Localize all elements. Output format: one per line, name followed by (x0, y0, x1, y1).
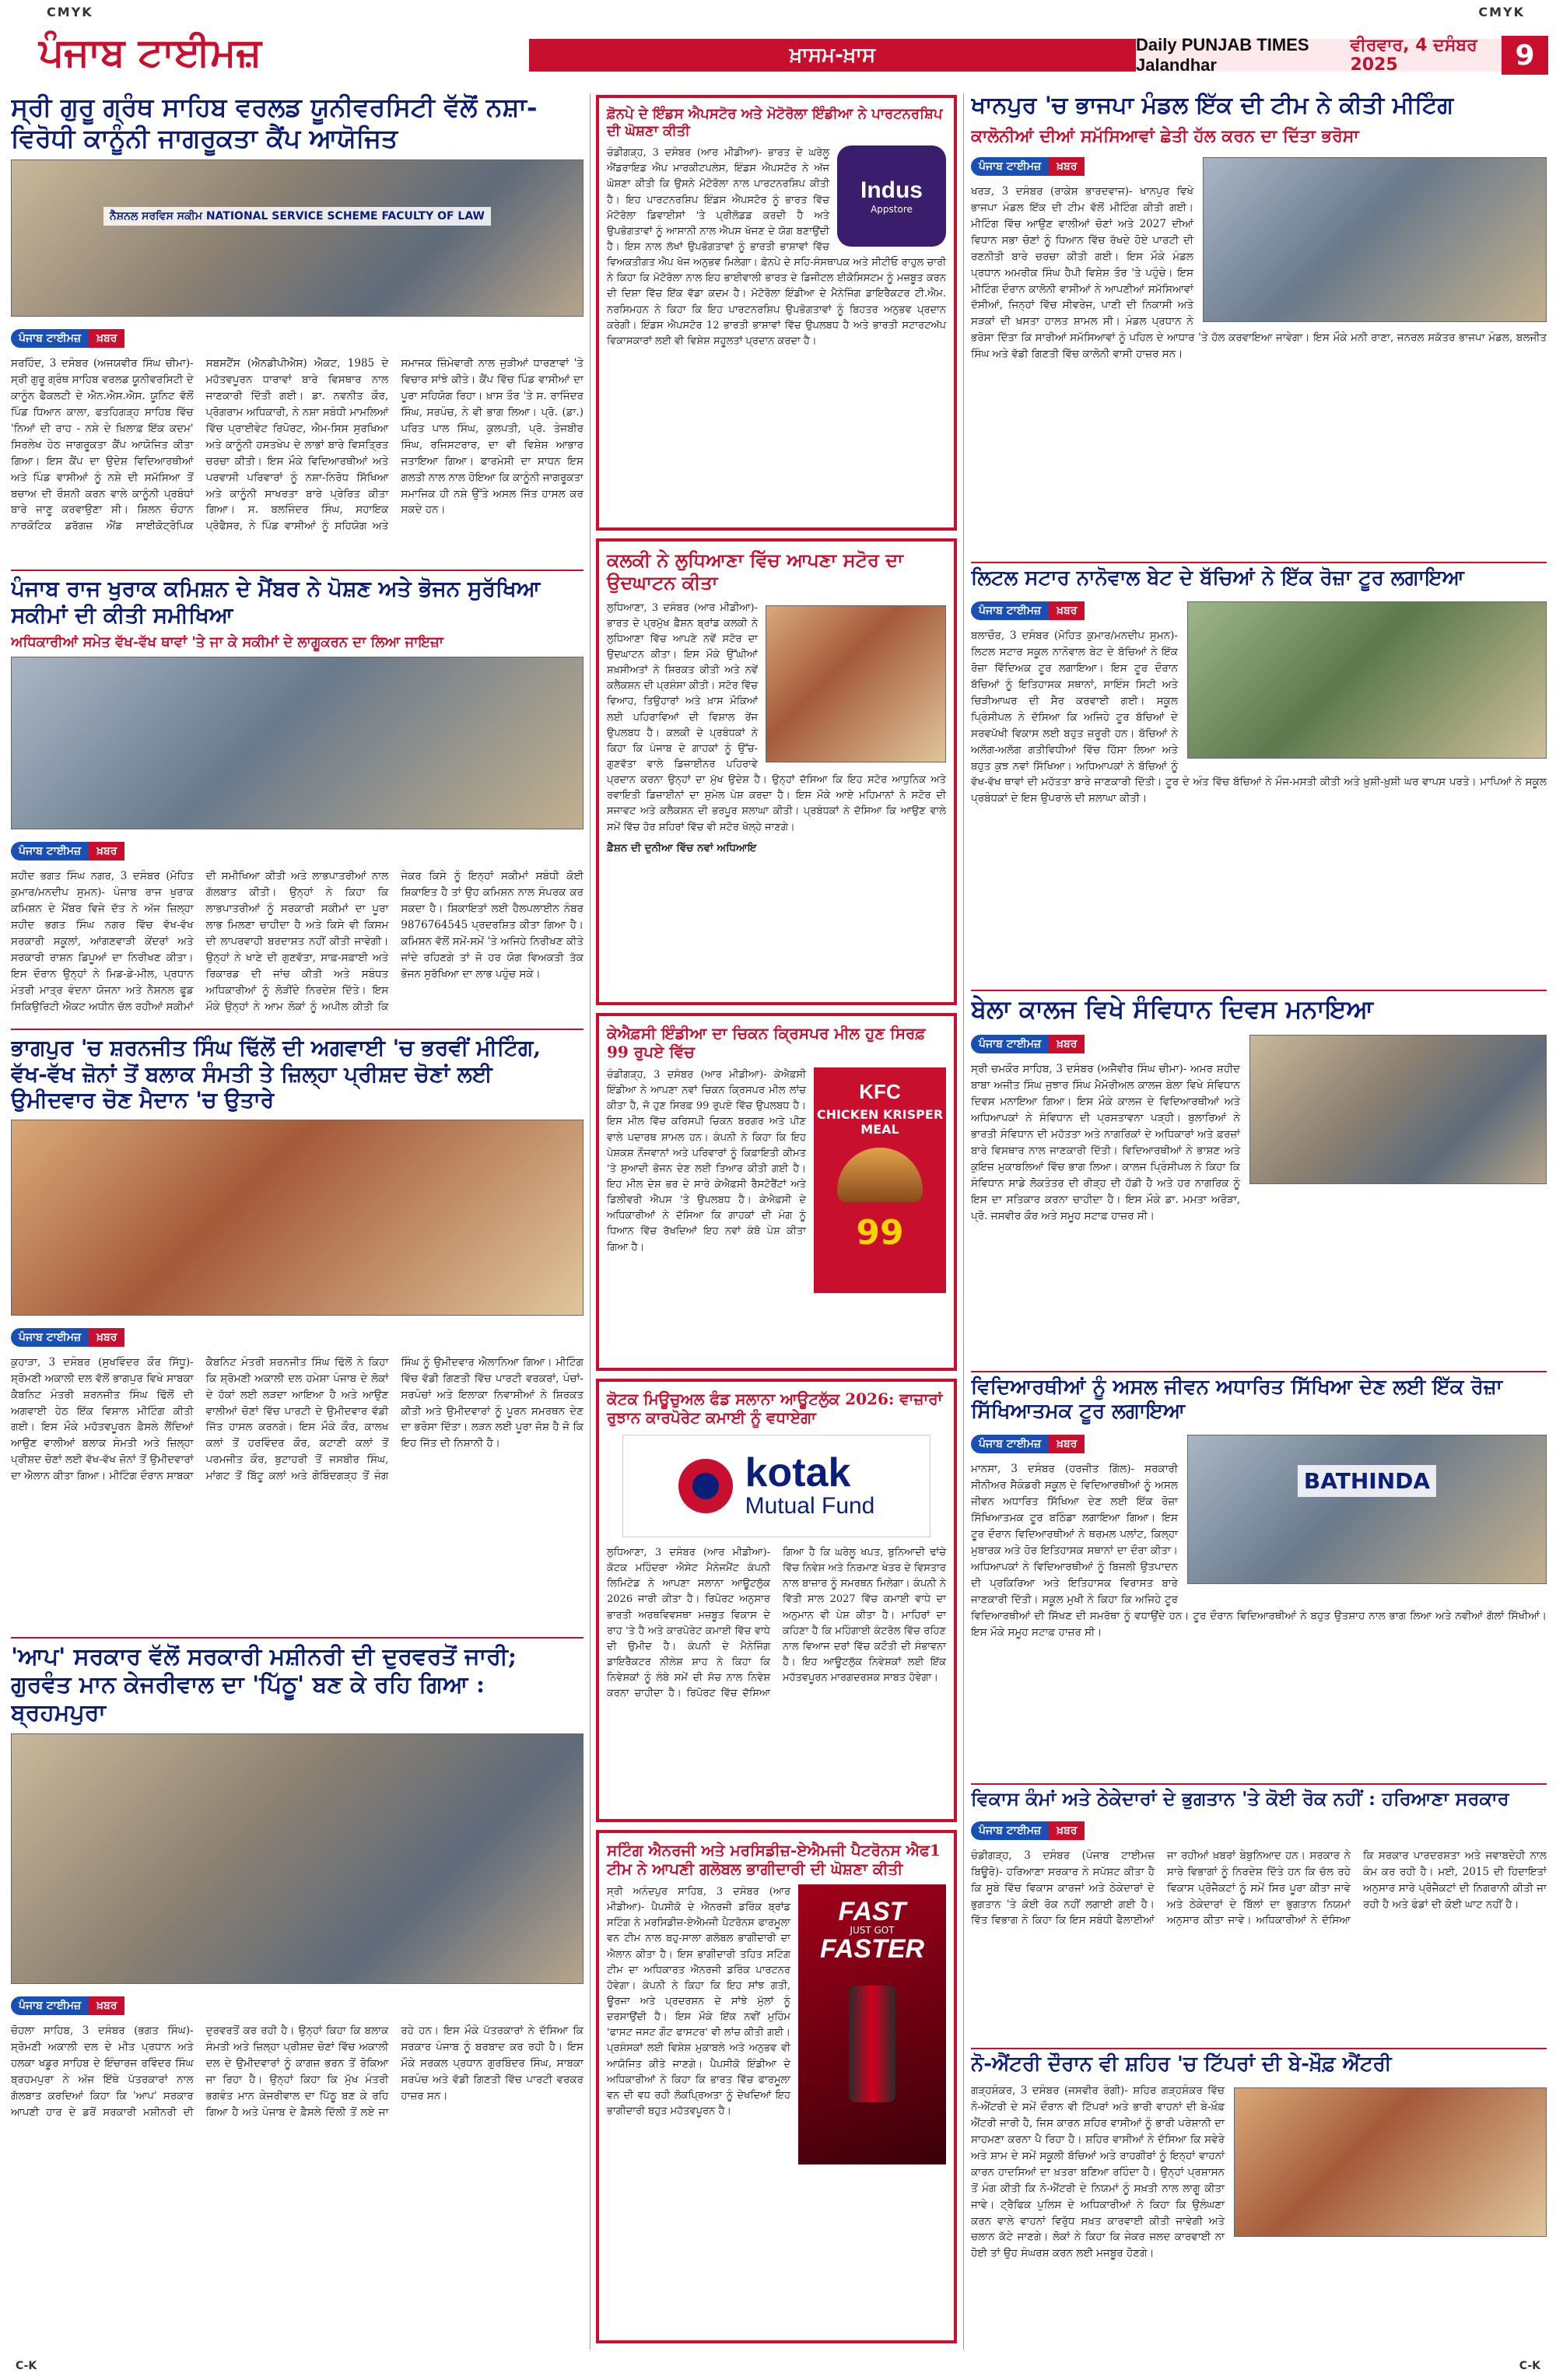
article-13-body: ਮਾਨਸਾ, 3 ਦਸੰਬਰ (ਹਰਜੀਤ ਗਿੱਲ)- ਸਰਕਾਰੀ ਸੀਨੀਅਰ ਸੈਕੰਡਰੀ ਸਕੂਲ ਦੇ ਵਿਦਿਆਰਥੀਆਂ ਨੂੰ ਅਸਲ ਜੀਵਨ ਅਧਾਰਿਤ ਸਿੱਖਿਆ ਦੇਣ ਲਈ ਇੱਕ ਰੋਜ਼ਾ ਸਿੱਖਿਆਤਮਕ ਟੂਰ ਬਠਿੰਡਾ ਲਗਾਇਆ ਗਿਆ। ਇਸ ਟੂਰ ਦੌਰਾਨ ਵਿਦਿਆਰਥੀਆਂ ਨੇ ਥਰਮਲ ਪਲਾਂਟ, ਕਿਲ੍ਹਾ ਮੁਬਾਰਕ ਅਤੇ ਹੋਰ ਇਤਿਹਾਸਕ ਸਥਾਨਾਂ ਦਾ ਦੌਰਾ ਕੀਤਾ। ਅਧਿਆਪਕਾਂ ਨੇ ਵਿਦਿਆਰਥੀਆਂ ਨੂੰ ਬਿਜਲੀ ਉਤਪਾਦਨ ਦੀ ਪ੍ਰਕਿਰਿਆ ਅਤੇ ਇਤਿਹਾਸਕ ਵਿਰਾਸਤ ਬਾਰੇ ਜਾਣਕਾਰੀ ਦਿੱਤੀ। ਸਕੂਲ ਮੁਖੀ ਨੇ ਕਿਹਾ ਕਿ ਅਜਿਹੇ ਟੂਰ ਵਿਦਿਆਰਥੀਆਂ ਦੀ ਸਿੱਖਣ ਦੀ ਸਮਰੱਥਾ ਨੂੰ ਵਧਾਉਂਦੇ ਹਨ। ਟੂਰ ਦੌਰਾਨ ਵਿਦਿਆਰਥੀਆਂ ਨੇ ਬਹੁਤ ਉਤਸ਼ਾਹ ਨਾਲ ਭਾਗ ਲਿਆ ਅਤੇ ਨਵੀਆਂ ਗੱਲਾਂ ਸਿੱਖੀਆਂ। ਇਸ ਮੌਕੇ ਸਮੂਹ ਸਟਾਫ਼ ਹਾਜ਼ਰ ਸੀ। (971, 1463, 1547, 1639)
section-band: ਖ਼ਾਸਮ-ਖ਼ਾਸ (529, 39, 1136, 72)
indus-logo-text: Indus (860, 177, 923, 204)
photo-banner: ਨੈਸ਼ਨਲ ਸਰਵਿਸ ਸਕੀਮ NATIONAL SERVICE SCHEME FACULTY OF LAW (103, 207, 491, 226)
article-9-body: ਸ੍ਰੀ ਅਨੰਦਪੁਰ ਸਾਹਿਬ, 3 ਦਸੰਬਰ (ਆਰ ਮੀਡੀਆ)- ਪੈਪਸੀਕੋ ਦੇ ਐਨਰਜੀ ਡਰਿੰਕ ਬ੍ਰਾਂਡ ਸਟਿੰਗ ਨੇ ਮਰਸਿਡੀਜ਼-ਏਐਮਜੀ ਪੈਟਰੋਨਸ ਫਾਰਮੂਲਾ ਵਨ ਟੀਮ ਨਾਲ ਬਹੁ-ਸਾਲਾ ਗਲੋਬਲ ਭਾਗੀਦਾਰੀ ਦਾ ਐਲਾਨ ਕੀਤਾ ਹੈ। ਇਸ ਭਾਗੀਦਾਰੀ ਤਹਿਤ ਸਟਿੰਗ ਟੀਮ ਦਾ ਅਧਿਕਾਰਤ ਐਨਰਜੀ ਡਰਿੰਕ ਪਾਰਟਨਰ ਹੋਵੇਗਾ। ਕੰਪਨੀ ਨੇ ਕਿਹਾ ਕਿ ਇਹ ਸਾਂਝ ਗਤੀ, ਊਰਜਾ ਅਤੇ ਪ੍ਰਦਰਸ਼ਨ ਦੇ ਸਾਂਝੇ ਮੁੱਲਾਂ ਨੂੰ ਦਰਸਾਉਂਦੀ ਹੈ। ਇਸ ਮੌਕੇ ਇੱਕ ਨਵੀਂ ਮੁਹਿੰਮ 'ਫਾਸਟ ਜਸਟ ਗੌਟ ਫਾਸਟਰ' ਵੀ ਲਾਂਚ ਕੀਤੀ ਗਈ। ਪ੍ਰਸ਼ੰਸਕਾਂ ਲਈ ਵਿਸ਼ੇਸ਼ ਮੁਕਾਬਲੇ ਅਤੇ ਅਨੁਭਵ ਵੀ ਆਯੋਜਿਤ ਕੀਤੇ ਜਾਣਗੇ। ਪੈਪਸੀਕੋ ਇੰਡੀਆ ਦੇ ਅਧਿਕਾਰੀਆਂ ਨੇ ਕਿਹਾ ਕਿ ਭਾਰਤ ਵਿੱਚ ਫਾਰਮੂਲਾ ਵਨ ਦੀ ਵਧ ਰਹੀ ਲੋਕਪ੍ਰਿਅਤਾ ਨੂੰ ਦੇਖਦਿਆਂ ਇਹ ਭਾਗੀਦਾਰੀ ਬਹੁਤ ਮਹੱਤਵਪੂਰਨ ਹੈ। (607, 1886, 790, 2117)
kotak-logo-text: kotak (745, 1450, 851, 1495)
article-3-byline (11, 1327, 124, 1348)
article-11-photo (1187, 601, 1547, 759)
article-7-headline: ਕੇਐਫ਼ਸੀ ਇੰਡੀਆ ਦਾ ਚਿਕਨ ਕ੍ਰਿਸਪਰ ਮੀਲ ਹੁਣ ਸਿਰਫ਼ 99 ਰੁਪਏ ਵਿੱਚ (607, 1024, 926, 1061)
page-number: 9 (1502, 36, 1548, 75)
article-2-byline (11, 840, 124, 862)
article-2-subhead: ਅਧਿਕਾਰੀਆਂ ਸਮੇਤ ਵੱਖ-ਵੱਖ ਥਾਵਾਂ 'ਤੇ ਜਾ ਕੇ ਸਕੀਮਾਂ ਦੇ ਲਾਗੂਕਰਨ ਦਾ ਲਿਆ ਜਾਇਜ਼ਾ (11, 634, 443, 651)
section-rule (11, 570, 584, 571)
kotak-logo-sub: Mutual Fund (745, 1493, 875, 1519)
section-rule (971, 562, 1547, 563)
article-1-body: ਸਰਹਿੰਦ, 3 ਦਸੰਬਰ (ਅਜਯਵੀਰ ਸਿੰਘ ਚੀਮਾ)- ਸ੍ਰੀ ਗੁਰੂ ਗ੍ਰੰਥ ਸਾਹਿਬ ਵਰਲਡ ਯੂਨੀਵਰਸਿਟੀ ਦੇ ਕਾਨੂੰਨ ਫੈਕਲਟੀ ਦੇ ਐਨ.ਐਸ.ਐਸ. ਯੂਨਿਟ ਵੱਲੋਂ ਪਿੰਡ ਧਿਆਨ ਕਾਲਾ, ਫਤਹਿਗੜ੍ਹ ਸਾਹਿਬ ਵਿੱਚ 'ਨਿਆਂ ਦੀ ਰਾਹ - ਨਸ਼ੇ ਦੇ ਖ਼ਿਲਾਫ਼ ਇੱਕ ਕਦਮ' ਸਿਰਲੇਖ ਹੇਠ ਜਾਗਰੂਕਤਾ ਕੈਂਪ ਆਯੋਜਿਤ ਕੀਤਾ ਗਿਆ। ਇਸ ਕੈਂਪ ਦਾ ਉਦੇਸ਼ ਵਿਦਿਆਰਥੀਆਂ ਅਤੇ ਪਿੰਡ ਵਾਸੀਆਂ ਨੂੰ ਨਸ਼ੇ ਦੀ ਸਮੱਸਿਆ ਤੋਂ ਬਚਾਅ ਦੀ ਰੌਸ਼ਨੀ ਕਰਨ ਵਾਲੇ ਕਾਨੂੰਨੀ ਪ੍ਰਬੰਧਾਂ ਬਾਰੇ ਜਾਣੂ ਕਰਵਾਉਣਾ ਸੀ। ਸ਼ਿਲਨ ਚੌਹਾਨ ਨਾਰਕੋਟਿਕ ਡਰੱਗਜ਼ ਐਂਡ ਸਾਈਕੋਟ੍ਰੋਪਿਕ ਸਬਸਟੈਂਸ (ਐਨਡੀਪੀਐਸ) ਐਕਟ, 1985 ਦੇ ਮਹੱਤਵਪੂਰਨ ਧਾਰਾਵਾਂ ਬਾਰੇ ਵਿਸਥਾਰ ਨਾਲ ਜਾਣਕਾਰੀ ਦਿੱਤੀ ਗਈ। ਡਾ. ਨਵਨੀਤ ਕੌਰ, ਪ੍ਰੋਗਰਾਮ ਅਧਿਕਾਰੀ, ਨੇ ਨਸ਼ਾ ਸਬੰਧੀ ਮਾਮਲਿਆਂ ਵਿੱਚ ਪ੍ਰਾਈਵੇਟ ਰਿਪੋਰਟ, ਐਮ-ਸਿਸ ਸੁਰਖਿਆ ਅਤੇ ਕਾਨੂੰਨੀ ਹਸਤਖੇਪ ਦੇ ਲਾਭਾਂ ਬਾਰੇ ਵਿਸਤ੍ਰਿਤ ਚਰਚਾ ਕੀਤੀ। ਇਸ ਮੌਕੇ ਵਿਦਿਆਰਥੀਆਂ ਅਤੇ ਪਰਵਾਸੀ ਪਰਿਵਾਰਾਂ ਨੂੰ ਨਸ਼ਾ-ਨਿਰੋਧ ਸਿੱਖਿਆ ਅਤੇ ਕਾਨੂੰਨੀ ਸਾਖਰਤਾ ਬਾਰੇ ਪ੍ਰੇਰਿਤ ਕੀਤਾ ਗਿਆ। ਸ. ਬਲਜਿੰਦਰ ਸਿੰਘ, ਸਹਾਇਕ ਪ੍ਰੋਫੈਸਰ, ਨੇ ਪਿੰਡ ਵਾਸੀਆਂ ਨੂੰ ਸਹਿਯੋਗ ਅਤੇ ਸਮਾਜਕ ਜ਼ਿੰਮੇਵਾਰੀ ਨਾਲ ਜੁੜੀਆਂ ਧਾਰਣਾਵਾਂ 'ਤੇ ਵਿਚਾਰ ਸਾਂਝੇ ਕੀਤੇ। ਕੈਂਪ ਵਿੱਚ ਪਿੰਡ ਵਾਸੀਆਂ ਦਾ ਪੂਰਾ ਸਹਿਯੋਗ ਰਿਹਾ। ਖ਼ਾਸ ਤੌਰ 'ਤੇ ਸ. ਰਾਜਿੰਦਰ ਸਿੰਘ, ਸਰਪੰਚ, ਨੇ ਵੀ ਭਾਗ ਲਿਆ। ਪ੍ਰੋ. (ਡਾ.) ਪਰਿਤ ਪਾਲ ਸਿੰਘ, ਕੁਲਪਤੀ, ਪ੍ਰੋ. ਤੇਜਬੀਰ ਸਿੰਘ, ਰਜਿਸਟਰਾਰ, ਦਾ ਵੀ ਵਿਸ਼ੇਸ਼ ਆਭਾਰ ਜਤਾਇਆ ਗਿਆ। ਫਾਰਮੇਸੀ ਦਾ ਸਾਧਨ ਇਸ ਗਲਤੀ ਨਾਲ ਨਾਲ ਹੋਇਆ ਕਿ ਕਾਨੂੰਨੀ ਜਾਗਰੂਕਤਾ ਸਮਾਜਿਕ ਹੀ ਨਸ਼ੇ ਉੱਤੇ ਅਸਲ ਜਿੱਤ ਹਾਸਲ ਕਰ ਸਕਦੇ ਹਨ। (11, 357, 584, 533)
article-15-headline: ਨੋ-ਐਂਟਰੀ ਦੌਰਾਨ ਵੀ ਸ਼ਹਿਰ 'ਚ ਟਿੱਪਰਾਂ ਦੀ ਬੇ-ਖ਼ੌਫ਼ ਐਂਟਰੀ (971, 2052, 1392, 2076)
photo-banner: BATHINDA (1298, 1465, 1436, 1497)
article-3-headline: ਭਾਗਪੁਰ 'ਚ ਸ਼ਰਨਜੀਤ ਸਿੰਘ ਢਿੱਲੋਂ ਦੀ ਅਗਵਾਈ 'ਚ ਭਰਵੀਂ ਮੀਟਿੰਗ, ਵੱਖ-ਵੱਖ ਜ਼ੋਨਾਂ ਤੋਂ ਬਲਾਕ ਸੰਮਤੀ ਤੇ ਜ਼ਿਲ੍ਹਾ ਪ੍ਰੀਸ਼ਦ ਚੋਣਾਂ ਲਈ ਉਮੀਦਵਾਰ ਚੋਣ ਮੈਦਾਨ 'ਚ ਉਤਾਰੇ (11, 1035, 541, 1113)
indus-appstore-logo (837, 145, 946, 247)
article-10-body: ਖਰੜ, 3 ਦਸੰਬਰ (ਰਾਕੇਸ਼ ਭਾਰਦਵਾਜ)- ਖਾਨਪੁਰ ਵਿਖੇ ਭਾਜਪਾ ਮੰਡਲ ਇੱਕ ਦੀ ਟੀਮ ਵੱਲੋਂ ਮੀਟਿੰਗ ਕੀਤੀ ਗਈ। ਮੀਟਿੰਗ ਵਿੱਚ ਆਉਣ ਵਾਲੀਆਂ ਚੋਣਾਂ ਅਤੇ 2027 ਦੀਆਂ ਵਿਧਾਨ ਸਭਾ ਚੋਣਾਂ ਨੂੰ ਧਿਆਨ ਵਿੱਚ ਰੱਖਦੇ ਹੋਏ ਪਾਰਟੀ ਦੀ ਰਣਨੀਤੀ ਬਾਰੇ ਚਰਚਾ ਕੀਤੀ ਗਈ। ਇਸ ਮੌਕੇ ਮੰਡਲ ਪ੍ਰਧਾਨ ਅਮਰੀਕ ਸਿੰਘ ਹੈਪੀ ਵਿਸ਼ੇਸ਼ ਤੌਰ 'ਤੇ ਪਹੁੰਚੇ। ਇਸ ਮੀਟਿੰਗ ਦੌਰਾਨ ਕਾਲੋਨੀ ਵਾਸੀਆਂ ਨੇ ਆਪਣੀਆਂ ਸਮੱਸਿਆਵਾਂ ਦੱਸੀਆਂ, ਜਿਨ੍ਹਾਂ ਵਿੱਚ ਸੀਵਰੇਜ, ਪਾਣੀ ਦੀ ਨਿਕਾਸੀ ਅਤੇ ਸੜਕਾਂ ਦੀ ਖ਼ਸਤਾ ਹਾਲਤ ਸ਼ਾਮਲ ਸੀ। ਮੰਡਲ ਪ੍ਰਧਾਨ ਨੇ ਭਰੋਸਾ ਦਿੱਤਾ ਕਿ ਸਾਰੀਆਂ ਸਮੱਸਿਆਵਾਂ ਨੂੰ ਪਹਿਲ ਦੇ ਆਧਾਰ 'ਤੇ ਹੱਲ ਕਰਵਾਇਆ ਜਾਵੇਗਾ। ਇਸ ਮੌਕੇ ਮਨੀ ਰਾਣਾ, ਜਨਰਲ ਸਕੱਤਰ ਭਾਜਪਾ ਮੰਡਲ, ਬਲਜੀਤ ਸਿੰਘ ਅਤੇ ਵੱਡੀ ਗਿਣਤੀ ਵਿੱਚ ਕਾਲੋਨੀ ਵਾਸੀ ਹਾਜ਼ਰ ਸਨ। (971, 185, 1547, 361)
byline-tag: ਖ਼ਬਰ (89, 1328, 124, 1347)
article-11 (971, 566, 1547, 987)
section-rule (11, 1637, 584, 1639)
byline-tag: ਖ਼ਬਰ (1049, 601, 1085, 620)
article-5-body: ਚੰਡੀਗੜ੍ਹ, 3 ਦਸੰਬਰ (ਆਰ ਮੀਡੀਆ)- ਭਾਰਤ ਦੇ ਘਰੇਲੂ ਐਂਡਰਾਇਡ ਐਪ ਮਾਰਕੀਟਪਲੇਸ, ਇੰਡਸ ਐਪਸਟੋਰ ਨੇ ਅੱਜ ਘੋਸ਼ਣਾ ਕੀਤੀ ਕਿ ਉਸਨੇ ਮੋਟੋਰੋਲਾ ਨਾਲ ਪਾਰਟਨਰਸ਼ਿਪ ਕੀਤੀ ਹੈ। ਇਹ ਪਾਰਟਨਰਸ਼ਿਪ ਇੰਡਸ ਐਪਸਟੋਰ ਨੂੰ ਭਾਰਤ ਵਿੱਚ ਮੋਟੋਰੋਲਾ ਡਿਵਾਈਸਾਂ 'ਤੇ ਪ੍ਰੀਲੋਡਡ ਕਰਦੀ ਹੈ ਅਤੇ ਉਪਭੋਗਤਾਵਾਂ ਨੂੰ ਆਸਾਨੀ ਨਾਲ ਐਪਸ ਖੋਜਣ ਦੇ ਯੋਗ ਬਣਾਉਂਦੀ ਹੈ। ਇਸ ਨਾਲ ਲੱਖਾਂ ਉਪਭੋਗਤਾਵਾਂ ਨੂੰ ਭਾਰਤੀ ਭਾਸ਼ਾਵਾਂ ਵਿੱਚ ਵਿਅਕਤੀਗਤ ਐਪ ਖੋਜ ਅਨੁਭਵ ਮਿਲੇਗਾ। ਫ਼ੋਨਪੇ ਦੇ ਸਹਿ-ਸੰਸਥਾਪਕ ਅਤੇ ਸੀਟੀਓ ਰਾਹੁਲ ਚਾਰੀ ਨੇ ਕਿਹਾ ਕਿ ਮੋਟੋਰੋਲਾ ਨਾਲ ਇਹ ਭਾਈਵਾਲੀ ਭਾਰਤ ਦੇ ਡਿਜੀਟਲ ਈਕੋਸਿਸਟਮ ਨੂੰ ਮਜ਼ਬੂਤ ਕਰਨ ਦੀ ਦਿਸ਼ਾ ਵਿੱਚ ਇੱਕ ਵੱਡਾ ਕਦਮ ਹੈ। ਮੋਟੋਰੋਲਾ ਇੰਡੀਆ ਦੇ ਮੈਨੇਜਿੰਗ ਡਾਇਰੈਕਟਰ ਟੀ.ਐਮ. ਨਰਸਿਮਹਨ ਨੇ ਕਿਹਾ ਕਿ ਇਹ ਪਾਰਟਨਰਸ਼ਿਪ ਉਪਭੋਗਤਾਵਾਂ ਨੂੰ ਬਿਹਤਰ ਅਨੁਭਵ ਪ੍ਰਦਾਨ ਕਰੇਗੀ। ਇੰਡਸ ਐਪਸਟੋਰ 12 ਭਾਰਤੀ ਭਾਸ਼ਾਵਾਂ ਵਿੱਚ ਉਪਲਬਧ ਹੈ ਅਤੇ ਭਾਰਤੀ ਸਟਾਰਟਅੱਪ ਵਿਕਾਸਕਾਰਾਂ ਲਈ ਵੀ ਵਿਸ਼ੇਸ਼ ਸਹੂਲਤਾਂ ਪ੍ਰਦਾਨ ਕਰਦਾ ਹੈ। (607, 147, 946, 347)
byline-tag: ਖ਼ਬਰ (1049, 157, 1085, 176)
article-3 (11, 1035, 584, 1634)
byline-source: ਪੰਜਾਬ ਟਾਈਮਜ਼ (971, 1435, 1049, 1453)
byline-source: ਪੰਜਾਬ ਟਾਈਮਜ਼ (11, 842, 89, 861)
kfc-ad (814, 1067, 946, 1293)
article-15-body: ਗੜ੍ਹਸ਼ੰਕਰ, 3 ਦਸੰਬਰ (ਜਸਵੀਰ ਰੰਗੀ)- ਸ਼ਹਿਰ ਗੜ੍ਹਸ਼ੰਕਰ ਵਿੱਚ ਨੋ-ਐਂਟਰੀ ਦੇ ਸਮੇਂ ਦੌਰਾਨ ਵੀ ਟਿੱਪਰਾਂ ਅਤੇ ਭਾਰੀ ਵਾਹਨਾਂ ਦੀ ਬੇ-ਖ਼ੌਫ਼ ਐਂਟਰੀ ਜਾਰੀ ਹੈ, ਜਿਸ ਕਾਰਨ ਸ਼ਹਿਰ ਵਾਸੀਆਂ ਨੂੰ ਭਾਰੀ ਪਰੇਸ਼ਾਨੀ ਦਾ ਸਾਹਮਣਾ ਕਰਨਾ ਪੈ ਰਿਹਾ ਹੈ। ਸ਼ਹਿਰ ਵਾਸੀਆਂ ਨੇ ਦੱਸਿਆ ਕਿ ਸਵੇਰੇ ਅਤੇ ਸ਼ਾਮ ਦੇ ਸਮੇਂ ਸਕੂਲੀ ਬੱਚਿਆਂ ਅਤੇ ਰਾਹਗੀਰਾਂ ਨੂੰ ਇਨ੍ਹਾਂ ਵਾਹਨਾਂ ਕਾਰਨ ਹਾਦਸਿਆਂ ਦਾ ਖ਼ਤਰਾ ਬਣਿਆ ਰਹਿੰਦਾ ਹੈ। ਉਨ੍ਹਾਂ ਪ੍ਰਸ਼ਾਸਨ ਤੋਂ ਮੰਗ ਕੀਤੀ ਕਿ ਨੋ-ਐਂਟਰੀ ਦੇ ਨਿਯਮਾਂ ਨੂੰ ਸਖ਼ਤੀ ਨਾਲ ਲਾਗੂ ਕੀਤਾ ਜਾਵੇ। ਟ੍ਰੈਫਿਕ ਪੁਲਿਸ ਦੇ ਅਧਿਕਾਰੀਆਂ ਨੇ ਕਿਹਾ ਕਿ ਉਲੰਘਣਾ ਕਰਨ ਵਾਲੇ ਵਾਹਨਾਂ ਵਿਰੁੱਧ ਸਖ਼ਤ ਕਾਰਵਾਈ ਕੀਤੀ ਜਾਵੇਗੀ ਅਤੇ ਚਲਾਨ ਕੱਟੇ ਜਾਣਗੇ। ਲੋਕਾਂ ਨੇ ਕਿਹਾ ਕਿ ਜੇਕਰ ਜਲਦ ਕਾਰਵਾਈ ਨਾ ਹੋਈ ਤਾਂ ਉਹ ਸੰਘਰਸ਼ ਕਰਨ ਲਈ ਮਜਬੂਰ ਹੋਣਗੇ। (971, 2084, 1225, 2260)
article-5 (596, 95, 957, 531)
article-12-headline: ਬੇਲਾ ਕਾਲਜ ਵਿਖੇ ਸੰਵਿਧਾਨ ਦਿਵਸ ਮਨਾਇਆ (971, 994, 1374, 1024)
byline-tag: ਖ਼ਬਰ (89, 329, 124, 348)
article-9-headline: ਸਟਿੰਗ ਐਨਰਜੀ ਅਤੇ ਮਰਸਿਡੀਜ਼-ਏਐਮਜੀ ਪੈਟਰੋਨਸ ਐਫ1 ਟੀਮ ਨੇ ਆਪਣੀ ਗਲੋਬਲ ਭਾਗੀਦਾਰੀ ਦੀ ਘੋਸ਼ਣਾ ਕੀਤੀ (607, 1841, 941, 1878)
article-1-photo (11, 159, 584, 317)
article-1-byline (11, 328, 124, 349)
energy-can-icon (849, 1986, 895, 2102)
article-6-caption: ਫ਼ੈਸ਼ਨ ਦੀ ਦੁਨੀਆ ਵਿੱਚ ਨਵਾਂ ਅਧਿਆਇ (607, 841, 757, 854)
section-rule (971, 2048, 1547, 2049)
article-14 (971, 1788, 1547, 2045)
article-2-headline: ਪੰਜਾਬ ਰਾਜ ਖੁਰਾਕ ਕਮਿਸ਼ਨ ਦੇ ਮੈਂਬਰ ਨੇ ਪੋਸ਼ਣ ਅਤੇ ਭੋਜਨ ਸੁਰੱਖਿਆ ਸਕੀਮਾਂ ਦੀ ਕੀਤੀ ਸਮੀਖਿਆ (11, 576, 541, 628)
byline-source: ਪੰਜਾਬ ਟਾਈਮਜ਼ (11, 1996, 89, 2015)
article-13-photo (1187, 1435, 1547, 1584)
article-9 (596, 1830, 957, 2343)
byline-tag: ਖ਼ਬਰ (1049, 1435, 1085, 1453)
article-12-byline (971, 1033, 1085, 1055)
kotak-mutual-fund-logo (622, 1435, 930, 1537)
byline-source: ਪੰਜਾਬ ਟਾਈਮਜ਼ (11, 1328, 89, 1347)
article-4-headline: 'ਆਪ' ਸਰਕਾਰ ਵੱਲੋਂ ਸਰਕਾਰੀ ਮਸ਼ੀਨਰੀ ਦੀ ਦੁਰਵਰਤੋਂ ਜਾਰੀ; ਗੁਰਵੰਤ ਮਾਨ ਕੇਜਰੀਵਾਲ ਦਾ 'ਪਿੱਠੂ' ਬਣ ਕੇ ਰਹਿ ਗਿਆ : ਬ੍ਰਹਮਪੁਰਾ (11, 1643, 517, 1726)
brand-name: Daily PUNJAB TIMES Jalandhar (1136, 35, 1309, 75)
sting-ad-line3: FASTER (819, 1934, 925, 1964)
section-rule (971, 990, 1547, 991)
article-5-headline: ਫ਼ੋਨਪੇ ਦੇ ਇੰਡਸ ਐਪਸਟੋਰ ਅਤੇ ਮੋਟੋਰੋਲਾ ਇੰਡੀਆ ਨੇ ਪਾਰਟਨਰਸ਼ਿਪ ਦੀ ਘੋਸ਼ਣਾ ਕੀਤੀ (607, 106, 943, 139)
section-rule (971, 1371, 1547, 1372)
article-15-photo (1234, 2087, 1547, 2237)
kfc-brand: KFC (859, 1080, 901, 1103)
article-12 (971, 994, 1547, 1368)
sting-ad-line1: FAST (838, 1897, 906, 1926)
article-11-headline: ਲਿਟਲ ਸਟਾਰ ਨਾਨੋਵਾਲ ਬੇਟ ਦੇ ਬੱਚਿਆਂ ਨੇ ਇੱਕ ਰੋਜ਼ਾ ਟੂਰ ਲਗਾਇਆ (971, 566, 1464, 590)
article-6-body: ਲੁਧਿਆਣਾ, 3 ਦਸੰਬਰ (ਆਰ ਮੀਡੀਆ)- ਭਾਰਤ ਦੇ ਪ੍ਰਮੁੱਖ ਫ਼ੈਸ਼ਨ ਬ੍ਰਾਂਡ ਕਲਕੀ ਨੇ ਲੁਧਿਆਣਾ ਵਿੱਚ ਆਪਣੇ ਨਵੇਂ ਸਟੋਰ ਦਾ ਉਦਘਾਟਨ ਕੀਤਾ। ਇਸ ਮੌਕੇ ਉੱਘੀਆਂ ਸ਼ਖ਼ਸੀਅਤਾਂ ਨੇ ਸ਼ਿਰਕਤ ਕੀਤੀ ਅਤੇ ਨਵੇਂ ਕਲੈਕਸ਼ਨ ਦੀ ਪ੍ਰਸ਼ੰਸਾ ਕੀਤੀ। ਸਟੋਰ ਵਿੱਚ ਵਿਆਹ, ਤਿਉਹਾਰਾਂ ਅਤੇ ਖ਼ਾਸ ਮੌਕਿਆਂ ਲਈ ਪਹਿਰਾਵਿਆਂ ਦੀ ਵਿਸ਼ਾਲ ਰੇਂਜ ਉਪਲਬਧ ਹੈ। ਕਲਕੀ ਦੇ ਪ੍ਰਬੰਧਕਾਂ ਨੇ ਕਿਹਾ ਕਿ ਪੰਜਾਬ ਦੇ ਗਾਹਕਾਂ ਨੂੰ ਉੱਚ-ਗੁਣਵੱਤਾ ਵਾਲੇ ਡਿਜ਼ਾਈਨਰ ਪਹਿਰਾਵੇ ਪ੍ਰਦਾਨ ਕਰਨਾ ਉਨ੍ਹਾਂ ਦਾ ਮੁੱਖ ਉਦੇਸ਼ ਹੈ। ਉਨ੍ਹਾਂ ਦੱਸਿਆ ਕਿ ਇਹ ਸਟੋਰ ਆਧੁਨਿਕ ਅਤੇ ਰਵਾਇਤੀ ਡਿਜ਼ਾਈਨਾਂ ਦਾ ਸੁਮੇਲ ਪੇਸ਼ ਕਰਦਾ ਹੈ। ਇਸ ਮੌਕੇ ਆਏ ਮਹਿਮਾਨਾਂ ਨੇ ਸਟੋਰ ਦੀ ਸਜਾਵਟ ਅਤੇ ਕਲੈਕਸ਼ਨ ਦੀ ਭਰਪੂਰ ਸ਼ਲਾਘਾ ਕੀਤੀ। ਪ੍ਰਬੰਧਕਾਂ ਨੇ ਦੱਸਿਆ ਕਿ ਆਉਣ ਵਾਲੇ ਸਮੇਂ ਵਿੱਚ ਹੋਰ ਸ਼ਹਿਰਾਂ ਵਿੱਚ ਵੀ ਸਟੋਰ ਖੋਲ੍ਹੇ ਜਾਣਗੇ। (607, 601, 946, 833)
article-4 (11, 1643, 584, 2343)
sting-ad-line2: JUST GOT (850, 1925, 895, 1936)
section-rule (11, 1029, 584, 1030)
article-8-headline: ਕੋਟਕ ਮਿਊਚੁਅਲ ਫੰਡ ਸਲਾਨਾ ਆਊਟਲੁੱਕ 2026: ਵਾਜ਼ਾਰਾਂ ਰੁਝਾਨ ਕਾਰਪੋਰੇਟ ਕਮਾਈ ਨੂੰ ਵਧਾਏਗਾ (607, 1390, 943, 1427)
article-7 (596, 1013, 957, 1371)
column-divider (963, 93, 964, 2350)
article-8 (596, 1379, 957, 1822)
kfc-ad-title: CHICKEN KRISPER MEAL (816, 1107, 944, 1137)
byline-tag: ਖ਼ਬਰ (1049, 1821, 1085, 1840)
logo-text: ਪੰਜਾਬ ਟਾਈਮਜ਼ (39, 29, 262, 75)
article-6 (596, 538, 957, 1005)
article-14-body: ਚੰਡੀਗੜ੍ਹ, 3 ਦਸੰਬਰ (ਪੰਜਾਬ ਟਾਈਮਜ਼ ਬਿਊਰੋ)- ਹਰਿਆਣਾ ਸਰਕਾਰ ਨੇ ਸਪੱਸ਼ਟ ਕੀਤਾ ਹੈ ਕਿ ਸੂਬੇ ਵਿੱਚ ਵਿਕਾਸ ਕਾਰਜਾਂ ਅਤੇ ਠੇਕੇਦਾਰਾਂ ਦੇ ਭੁਗਤਾਨ 'ਤੇ ਕੋਈ ਰੋਕ ਨਹੀਂ ਲਗਾਈ ਗਈ ਹੈ। ਵਿੱਤ ਵਿਭਾਗ ਨੇ ਕਿਹਾ ਕਿ ਇਸ ਸਬੰਧੀ ਫੈਲਾਈਆਂ ਜਾ ਰਹੀਆਂ ਖ਼ਬਰਾਂ ਬੇਬੁਨਿਆਦ ਹਨ। ਸਰਕਾਰ ਨੇ ਸਾਰੇ ਵਿਭਾਗਾਂ ਨੂੰ ਨਿਰਦੇਸ਼ ਦਿੱਤੇ ਹਨ ਕਿ ਚੱਲ ਰਹੇ ਵਿਕਾਸ ਪ੍ਰੋਜੈਕਟਾਂ ਨੂੰ ਸਮੇਂ ਸਿਰ ਪੂਰਾ ਕੀਤਾ ਜਾਵੇ ਅਤੇ ਠੇਕੇਦਾਰਾਂ ਦੇ ਬਿੱਲਾਂ ਦਾ ਭੁਗਤਾਨ ਨਿਯਮਾਂ ਅਨੁਸਾਰ ਕੀਤਾ ਜਾਵੇ। ਅਧਿਕਾਰੀਆਂ ਨੇ ਦੱਸਿਆ ਕਿ ਸਰਕਾਰ ਪਾਰਦਰਸ਼ਤਾ ਅਤੇ ਜਵਾਬਦੇਹੀ ਨਾਲ ਕੰਮ ਕਰ ਰਹੀ ਹੈ। ਮਈ, 2015 ਦੀ ਹਿਦਾਇਤਾਂ ਅਨੁਸਾਰ ਸਾਰੇ ਪ੍ਰੋਜੈਕਟਾਂ ਦੀ ਨਿਗਰਾਨੀ ਕੀਤੀ ਜਾ ਰਹੀ ਹੈ ਅਤੇ ਫੰਡਾਂ ਦੀ ਕੋਈ ਘਾਟ ਨਹੀਂ ਹੈ। (971, 1849, 1547, 1927)
section-rule (971, 1783, 1547, 1785)
footer-right-mark: C-K (1519, 2360, 1540, 2372)
article-12-photo (1249, 1035, 1547, 1184)
article-1-headline: ਸ੍ਰੀ ਗੁਰੂ ਗ੍ਰੰਥ ਸਾਹਿਬ ਵਰਲਡ ਯੂਨੀਵਰਸਿਟੀ ਵੱਲੋਂ ਨਸ਼ਾ-ਵਿਰੋਧੀ ਕਾਨੂੰਨੀ ਜਾਗਰੂਕਤਾ ਕੈਂਪ ਆਯੋਜਿਤ (11, 92, 538, 153)
burger-icon (837, 1148, 923, 1202)
article-2-body: ਸ਼ਹੀਦ ਭਗਤ ਸਿੰਘ ਨਗਰ, 3 ਦਸੰਬਰ (ਮੋਹਿਤ ਕੁਮਾਰ/ਮਨਦੀਪ ਸੁਮਨ)- ਪੰਜਾਬ ਰਾਜ ਖੁਰਾਕ ਕਮਿਸ਼ਨ ਦੇ ਮੈਂਬਰ ਵਿਜੇ ਦੱਤ ਨੇ ਅੱਜ ਜ਼ਿਲ੍ਹਾ ਸ਼ਹੀਦ ਭਗਤ ਸਿੰਘ ਨਗਰ ਵਿੱਚ ਵੱਖ-ਵੱਖ ਸਰਕਾਰੀ ਸਕੂਲਾਂ, ਆਂਗਣਵਾੜੀ ਕੇਂਦਰਾਂ ਅਤੇ ਸਰਕਾਰੀ ਰਾਸ਼ਨ ਡਿਪੂਆਂ ਦਾ ਨਿਰੀਖਣ ਕੀਤਾ। ਇਸ ਦੌਰਾਨ ਉਨ੍ਹਾਂ ਨੇ ਮਿਡ-ਡੇ-ਮੀਲ, ਪ੍ਰਧਾਨ ਮੰਤਰੀ ਮਾਤ੍ਰ ਵੰਦਨਾ ਯੋਜਨਾ ਅਤੇ ਨੈਸ਼ਨਲ ਫੂਡ ਸਿਕਿਉਰਿਟੀ ਐਕਟ ਅਧੀਨ ਚੱਲ ਰਹੀਆਂ ਸਕੀਮਾਂ ਦੀ ਸਮੀਖਿਆ ਕੀਤੀ ਅਤੇ ਲਾਭਪਾਤਰੀਆਂ ਨਾਲ ਗੱਲਬਾਤ ਕੀਤੀ। ਉਨ੍ਹਾਂ ਨੇ ਕਿਹਾ ਕਿ ਲਾਭਪਾਤਰੀਆਂ ਨੂੰ ਸਰਕਾਰੀ ਸਕੀਮਾਂ ਦਾ ਪੂਰਾ ਲਾਭ ਮਿਲਣਾ ਚਾਹੀਦਾ ਹੈ ਅਤੇ ਕਿਸੇ ਵੀ ਕਿਸਮ ਦੀ ਲਾਪਰਵਾਹੀ ਬਰਦਾਸ਼ਤ ਨਹੀਂ ਕੀਤੀ ਜਾਵੇਗੀ। ਉਨ੍ਹਾਂ ਨੇ ਖਾਣੇ ਦੀ ਗੁਣਵੱਤਾ, ਸਾਫ਼-ਸਫ਼ਾਈ ਅਤੇ ਰਿਕਾਰਡ ਦੀ ਜਾਂਚ ਕੀਤੀ ਅਤੇ ਸਬੰਧਤ ਅਧਿਕਾਰੀਆਂ ਨੂੰ ਲੋੜੀਂਦੇ ਨਿਰਦੇਸ਼ ਦਿੱਤੇ। ਇਸ ਮੌਕੇ ਉਨ੍ਹਾਂ ਨੇ ਆਮ ਲੋਕਾਂ ਨੂੰ ਅਪੀਲ ਕੀਤੀ ਕਿ ਜੇਕਰ ਕਿਸੇ ਨੂੰ ਇਨ੍ਹਾਂ ਸਕੀਮਾਂ ਸਬੰਧੀ ਕੋਈ ਸ਼ਿਕਾਇਤ ਹੈ ਤਾਂ ਉਹ ਕਮਿਸ਼ਨ ਨਾਲ ਸੰਪਰਕ ਕਰ ਸਕਦਾ ਹੈ। ਸ਼ਿਕਾਇਤਾਂ ਲਈ ਹੈਲਪਲਾਈਨ ਨੰਬਰ 9876764545 ਪ੍ਰਦਰਸ਼ਿਤ ਕੀਤਾ ਗਿਆ ਹੈ। ਕਮਿਸ਼ਨ ਵੱਲੋਂ ਸਮੇਂ-ਸਮੇਂ 'ਤੇ ਅਜਿਹੇ ਨਿਰੀਖਣ ਕੀਤੇ ਜਾਂਦੇ ਰਹਿਣਗੇ ਤਾਂ ਜੋ ਹਰ ਯੋਗ ਵਿਅਕਤੀ ਤੱਕ ਭੋਜਨ ਸੁਰੱਖਿਆ ਦਾ ਲਾਭ ਪਹੁੰਚ ਸਕੇ। (11, 870, 584, 1013)
publication-date: ਵੀਰਵਾਰ, 4 ਦਸੰਬਰ 2025 (1350, 36, 1477, 75)
column-divider (590, 93, 591, 2350)
article-8-body: ਲੁਧਿਆਣਾ, 3 ਦਸੰਬਰ (ਆਰ ਮੀਡੀਆ)- ਕੋਟਕ ਮਹਿੰਦਰਾ ਐਸੇਟ ਮੈਨੇਜਮੈਂਟ ਕੰਪਨੀ ਲਿਮਿਟੇਡ ਨੇ ਆਪਣਾ ਸਲਾਨਾ ਆਊਟਲੁੱਕ 2026 ਜਾਰੀ ਕੀਤਾ ਹੈ। ਰਿਪੋਰਟ ਅਨੁਸਾਰ ਭਾਰਤੀ ਅਰਥਵਿਵਸਥਾ ਮਜ਼ਬੂਤ ਵਿਕਾਸ ਦੇ ਰਾਹ 'ਤੇ ਹੈ ਅਤੇ ਕਾਰਪੋਰੇਟ ਕਮਾਈ ਵਿੱਚ ਵਾਧੇ ਦੀ ਉਮੀਦ ਹੈ। ਕੰਪਨੀ ਦੇ ਮੈਨੇਜਿੰਗ ਡਾਇਰੈਕਟਰ ਨੀਲੇਸ਼ ਸ਼ਾਹ ਨੇ ਕਿਹਾ ਕਿ ਨਿਵੇਸ਼ਕਾਂ ਨੂੰ ਲੰਬੇ ਸਮੇਂ ਦੀ ਸੋਚ ਨਾਲ ਨਿਵੇਸ਼ ਕਰਨਾ ਚਾਹੀਦਾ ਹੈ। ਰਿਪੋਰਟ ਵਿੱਚ ਦੱਸਿਆ ਗਿਆ ਹੈ ਕਿ ਘਰੇਲੂ ਖਪਤ, ਬੁਨਿਆਦੀ ਢਾਂਚੇ ਵਿੱਚ ਨਿਵੇਸ਼ ਅਤੇ ਨਿਰਮਾਣ ਖੇਤਰ ਦੇ ਵਿਸਤਾਰ ਨਾਲ ਬਾਜ਼ਾਰ ਨੂੰ ਸਮਰਥਨ ਮਿਲੇਗਾ। ਕੰਪਨੀ ਨੇ ਵਿੱਤੀ ਸਾਲ 2027 ਵਿੱਚ ਕਮਾਈ ਵਾਧੇ ਦਾ ਅਨੁਮਾਨ ਵੀ ਪੇਸ਼ ਕੀਤਾ ਹੈ। ਮਾਹਿਰਾਂ ਦਾ ਕਹਿਣਾ ਹੈ ਕਿ ਮਹਿੰਗਾਈ ਕੰਟਰੋਲ ਵਿੱਚ ਰਹਿਣ ਨਾਲ ਵਿਆਜ ਦਰਾਂ ਵਿੱਚ ਕਟੌਤੀ ਦੀ ਸੰਭਾਵਨਾ ਹੈ। ਇਹ ਆਊਟਲੁੱਕ ਨਿਵੇਸ਼ਕਾਂ ਲਈ ਇੱਕ ਮਹੱਤਵਪੂਰਨ ਮਾਰਗਦਰਸ਼ਕ ਸਾਬਤ ਹੋਵੇਗਾ। (607, 1547, 946, 1700)
article-10-subhead: ਕਾਲੋਨੀਆਂ ਦੀਆਂ ਸਮੱਸਿਆਵਾਂ ਛੇਤੀ ਹੱਲ ਕਰਨ ਦਾ ਦਿੱਤਾ ਭਰੋਸਾ (971, 126, 1359, 146)
byline-tag: ਖ਼ਬਰ (89, 1996, 124, 2015)
article-11-body: ਬਲਾਚੌਰ, 3 ਦਸੰਬਰ (ਮੋਹਿਤ ਕੁਮਾਰ/ਮਨਦੀਪ ਸੁਮਨ)- ਲਿਟਲ ਸਟਾਰ ਸਕੂਲ ਨਾਨੋਵਾਲ ਬੇਟ ਦੇ ਬੱਚਿਆਂ ਨੇ ਇੱਕ ਰੋਜ਼ਾ ਵਿੱਦਿਅਕ ਟੂਰ ਲਗਾਇਆ। ਇਸ ਟੂਰ ਦੌਰਾਨ ਬੱਚਿਆਂ ਨੂੰ ਇਤਿਹਾਸਕ ਸਥਾਨਾਂ, ਸਾਇੰਸ ਸਿਟੀ ਅਤੇ ਚਿੜੀਆਘਰ ਦੀ ਸੈਰ ਕਰਵਾਈ ਗਈ। ਸਕੂਲ ਪ੍ਰਿੰਸੀਪਲ ਨੇ ਦੱਸਿਆ ਕਿ ਅਜਿਹੇ ਟੂਰ ਬੱਚਿਆਂ ਦੇ ਸਰਵਪੱਖੀ ਵਿਕਾਸ ਲਈ ਬਹੁਤ ਜ਼ਰੂਰੀ ਹਨ। ਬੱਚਿਆਂ ਨੇ ਅਲੱਗ-ਅਲੱਗ ਗਤੀਵਿਧੀਆਂ ਵਿੱਚ ਹਿੱਸਾ ਲਿਆ ਅਤੇ ਬਹੁਤ ਕੁਝ ਨਵਾਂ ਸਿੱਖਿਆ। ਅਧਿਆਪਕਾਂ ਨੇ ਬੱਚਿਆਂ ਨੂੰ ਵੱਖ-ਵੱਖ ਥਾਵਾਂ ਦੀ ਮਹੱਤਤਾ ਬਾਰੇ ਜਾਣਕਾਰੀ ਦਿੱਤੀ। ਟੂਰ ਦੇ ਅੰਤ ਵਿੱਚ ਬੱਚਿਆਂ ਨੇ ਮੌਜ-ਮਸਤੀ ਕੀਤੀ ਅਤੇ ਖ਼ੁਸ਼ੀ-ਖ਼ੁਸ਼ੀ ਘਰ ਵਾਪਸ ਪਰਤੇ। ਮਾਪਿਆਂ ਨੇ ਸਕੂਲ ਪ੍ਰਬੰਧਕਾਂ ਦੇ ਇਸ ਉਪਰਾਲੇ ਦੀ ਸ਼ਲਾਘਾ ਕੀਤੀ। (971, 629, 1547, 805)
newspaper-logo (31, 26, 529, 78)
article-4-body: ਚੋਹਲਾ ਸਾਹਿਬ, 3 ਦਸੰਬਰ (ਭਗਤ ਸਿੰਘ)- ਸ਼੍ਰੋਮਣੀ ਅਕਾਲੀ ਦਲ ਦੇ ਮੀਤ ਪ੍ਰਧਾਨ ਅਤੇ ਹਲਕਾ ਖਡੂਰ ਸਾਹਿਬ ਦੇ ਇੰਚਾਰਜ ਰਵਿੰਦਰ ਸਿੰਘ ਬ੍ਰਹਮਪੁਰਾ ਨੇ ਅੱਜ ਇੱਥੇ ਪੱਤਰਕਾਰਾਂ ਨਾਲ ਗੱਲਬਾਤ ਕਰਦਿਆਂ ਕਿਹਾ ਕਿ 'ਆਪ' ਸਰਕਾਰ ਆਪਣੀ ਹਾਰ ਦੇ ਡਰੋਂ ਸਰਕਾਰੀ ਮਸ਼ੀਨਰੀ ਦੀ ਦੁਰਵਰਤੋਂ ਕਰ ਰਹੀ ਹੈ। ਉਨ੍ਹਾਂ ਕਿਹਾ ਕਿ ਬਲਾਕ ਸੰਮਤੀ ਅਤੇ ਜ਼ਿਲ੍ਹਾ ਪ੍ਰੀਸ਼ਦ ਚੋਣਾਂ ਵਿੱਚ ਅਕਾਲੀ ਦਲ ਦੇ ਉਮੀਦਵਾਰਾਂ ਨੂੰ ਕਾਗਜ਼ ਭਰਨ ਤੋਂ ਰੋਕਿਆ ਜਾ ਰਿਹਾ ਹੈ। ਉਨ੍ਹਾਂ ਕਿਹਾ ਕਿ ਮੁੱਖ ਮੰਤਰੀ ਭਗਵੰਤ ਮਾਨ ਕੇਜਰੀਵਾਲ ਦਾ ਪਿੱਠੂ ਬਣ ਕੇ ਰਹਿ ਗਿਆ ਹੈ ਅਤੇ ਪੰਜਾਬ ਦੇ ਫ਼ੈਸਲੇ ਦਿੱਲੀ ਤੋਂ ਲਏ ਜਾ ਰਹੇ ਹਨ। ਇਸ ਮੌਕੇ ਪੱਤਰਕਾਰਾਂ ਨੇ ਦੱਸਿਆ ਕਿ ਸਰਕਾਰ ਪੰਜਾਬ ਨੂੰ ਬਰਬਾਦ ਕਰ ਰਹੀ ਹੈ। ਇਸ ਮੌਕੇ ਸਰਕਲ ਪ੍ਰਧਾਨ ਗੁਰਬਿੰਦਰ ਸਿੰਘ, ਸਾਬਕਾ ਸਰਪੰਚ ਅਤੇ ਵੱਡੀ ਗਿਣਤੀ ਵਿੱਚ ਪਾਰਟੀ ਵਰਕਰ ਹਾਜ਼ਰ ਸਨ। (11, 2024, 584, 2119)
kotak-mark-icon (678, 1459, 733, 1513)
article-3-body: ਕੁਹਾੜਾ, 3 ਦਸੰਬਰ (ਸੁਖਵਿੰਦਰ ਕੌਰ ਸਿੱਧੂ)- ਸ਼੍ਰੋਮਣੀ ਅਕਾਲੀ ਦਲ ਵੱਲੋਂ ਭਾਗਪੁਰ ਵਿਖੇ ਸਾਬਕਾ ਕੈਬਨਿਟ ਮੰਤਰੀ ਸ਼ਰਨਜੀਤ ਸਿੰਘ ਢਿੱਲੋਂ ਦੀ ਅਗਵਾਈ ਹੇਠ ਇੱਕ ਵਿਸ਼ਾਲ ਮੀਟਿੰਗ ਕੀਤੀ ਗਈ। ਇਸ ਮੌਕੇ ਮਹੱਤਵਪੂਰਨ ਫ਼ੈਸਲੇ ਲੈਂਦਿਆਂ ਆਉਣ ਵਾਲੀਆਂ ਬਲਾਕ ਸੰਮਤੀ ਅਤੇ ਜ਼ਿਲ੍ਹਾ ਪ੍ਰੀਸ਼ਦ ਚੋਣਾਂ ਲਈ ਵੱਖ-ਵੱਖ ਜ਼ੋਨਾਂ ਤੋਂ ਉਮੀਦਵਾਰਾਂ ਦਾ ਐਲਾਨ ਕੀਤਾ ਗਿਆ। ਮੀਟਿੰਗ ਦੌਰਾਨ ਸਾਬਕਾ ਕੈਬਨਿਟ ਮੰਤਰੀ ਸ਼ਰਨਜੀਤ ਸਿੰਘ ਢਿੱਲੋਂ ਨੇ ਕਿਹਾ ਕਿ ਸ਼੍ਰੋਮਣੀ ਅਕਾਲੀ ਦਲ ਹਮੇਸ਼ਾ ਪੰਜਾਬ ਦੇ ਲੋਕਾਂ ਦੇ ਹੱਕਾਂ ਲਈ ਲੜਦਾ ਆਇਆ ਹੈ ਅਤੇ ਆਉਣ ਵਾਲੀਆਂ ਚੋਣਾਂ ਵਿੱਚ ਪਾਰਟੀ ਦੇ ਉਮੀਦਵਾਰ ਵੱਡੀ ਜਿੱਤ ਹਾਸਲ ਕਰਨਗੇ। ਇਸ ਮੌਕੇ ਕੌਰ, ਕਾਲਖ ਕਲਾਂ ਤੋਂ ਹਰਵਿੰਦਰ ਕੌਰ, ਕਟਾਣੀ ਕਲਾਂ ਤੋਂ ਪਰਮਜੀਤ ਕੌਰ, ਬੁਟਾਹਰੀ ਤੋਂ ਜਸਬੀਰ ਸਿੰਘ, ਮਾਂਗਟ ਤੋਂ ਬਿੱਟੂ ਕਲਾਂ ਅਤੇ ਗੋਬਿੰਦਗੜ੍ਹ ਤੋਂ ਜੰਗ ਸਿੰਘ ਨੂੰ ਉਮੀਦਵਾਰ ਐਲਾਨਿਆ ਗਿਆ। ਮੀਟਿੰਗ ਵਿੱਚ ਵੱਡੀ ਗਿਣਤੀ ਵਿੱਚ ਪਾਰਟੀ ਵਰਕਰਾਂ, ਪੰਚਾਂ-ਸਰਪੰਚਾਂ ਅਤੇ ਇਲਾਕਾ ਨਿਵਾਸੀਆਂ ਨੇ ਸ਼ਿਰਕਤ ਕੀਤੀ ਅਤੇ ਉਮੀਦਵਾਰਾਂ ਨੂੰ ਪੂਰਨ ਸਮਰਥਨ ਦੇਣ ਦਾ ਭਰੋਸਾ ਦਿੱਤਾ। ਲੜਨ ਲਈ ਪੂਰਾ ਜੋਸ਼ ਹੈ ਜੋ ਕਿ ਇਹ ਜਿੱਤ ਦੀ ਨਿਸ਼ਾਨੀ ਹੈ। (11, 1355, 584, 1483)
footer-left-mark: C-K (16, 2360, 37, 2372)
article-13-byline (971, 1433, 1085, 1455)
article-10 (971, 92, 1547, 559)
masthead (0, 0, 1556, 87)
article-12-body: ਸ੍ਰੀ ਚਮਕੌਰ ਸਾਹਿਬ, 3 ਦਸੰਬਰ (ਅਜੈਵੀਰ ਸਿੰਘ ਚੀਮਾ)- ਅਮਰ ਸ਼ਹੀਦ ਬਾਬਾ ਅਜੀਤ ਸਿੰਘ ਜੁਝਾਰ ਸਿੰਘ ਮੈਮੋਰੀਅਲ ਕਾਲਜ ਬੇਲਾ ਵਿਖੇ ਸੰਵਿਧਾਨ ਦਿਵਸ ਮਨਾਇਆ ਗਿਆ। ਇਸ ਮੌਕੇ ਕਾਲਜ ਦੇ ਵਿਦਿਆਰਥੀਆਂ ਅਤੇ ਅਧਿਆਪਕਾਂ ਨੇ ਸੰਵਿਧਾਨ ਦੀ ਪ੍ਰਸਤਾਵਨਾ ਪੜ੍ਹੀ। ਬੁਲਾਰਿਆਂ ਨੇ ਭਾਰਤੀ ਸੰਵਿਧਾਨ ਦੀ ਮਹੱਤਤਾ ਅਤੇ ਨਾਗਰਿਕਾਂ ਦੇ ਅਧਿਕਾਰਾਂ ਅਤੇ ਫ਼ਰਜ਼ਾਂ ਬਾਰੇ ਵਿਸਥਾਰ ਨਾਲ ਜਾਣਕਾਰੀ ਦਿੱਤੀ। ਵਿਦਿਆਰਥੀਆਂ ਨੇ ਭਾਸ਼ਣ ਅਤੇ ਕੁਇਜ਼ ਮੁਕਾਬਲਿਆਂ ਵਿੱਚ ਭਾਗ ਲਿਆ। ਕਾਲਜ ਪ੍ਰਿੰਸੀਪਲ ਨੇ ਕਿਹਾ ਕਿ ਸੰਵਿਧਾਨ ਸਾਡੇ ਲੋਕਤੰਤਰ ਦੀ ਰੀੜ੍ਹ ਦੀ ਹੱਡੀ ਹੈ ਅਤੇ ਹਰ ਨਾਗਰਿਕ ਨੂੰ ਇਸ ਦਾ ਸਤਿਕਾਰ ਕਰਨਾ ਚਾਹੀਦਾ ਹੈ। ਇਸ ਮੌਕੇ ਡਾ. ਮਮਤਾ ਅਰੋੜਾ, ਪ੍ਰੋ. ਜਸਵੀਰ ਕੌਰ ਅਤੇ ਸਮੂਹ ਸਟਾਫ਼ ਹਾਜ਼ਰ ਸੀ। (971, 1063, 1240, 1222)
cmyk-left-mark: CMYK (47, 5, 93, 19)
byline-source: ਪੰਜਾਬ ਟਾਈਮਜ਼ (971, 157, 1049, 176)
article-10-photo (1203, 157, 1547, 322)
article-2-photo (11, 657, 584, 829)
article-1 (11, 92, 584, 566)
byline-tag: ਖ਼ਬਰ (89, 842, 124, 861)
article-15 (971, 2052, 1547, 2343)
byline-source: ਪੰਜਾਬ ਟਾਈਮਜ਼ (971, 601, 1049, 620)
article-2 (11, 576, 584, 1027)
article-11-byline (971, 600, 1085, 622)
article-4-photo (11, 1733, 584, 1984)
article-14-headline: ਵਿਕਾਸ ਕੰਮਾਂ ਅਤੇ ਠੇਕੇਦਾਰਾਂ ਦੇ ਭੁਗਤਾਨ 'ਤੇ ਕੋਈ ਰੋਕ ਨਹੀਂ : ਹਰਿਆਣਾ ਸਰਕਾਰ (971, 1788, 1509, 1810)
byline-source: ਪੰਜਾਬ ਟਾਈਮਜ਼ (11, 329, 89, 348)
article-10-headline: ਖਾਨਪੁਰ 'ਚ ਭਾਜਪਾ ਮੰਡਲ ਇੱਕ ਦੀ ਟੀਮ ਨੇ ਕੀਤੀ ਮੀਟਿੰਗ (971, 92, 1454, 119)
cmyk-right-mark: CMYK (1478, 5, 1525, 19)
article-13 (971, 1376, 1547, 1780)
date-box (1136, 35, 1502, 75)
byline-source: ਪੰਜਾਬ ਟਾਈਮਜ਼ (971, 1035, 1049, 1053)
sting-ad (798, 1884, 946, 2164)
article-6-headline: ਕਲਕੀ ਨੇ ਲੁਧਿਆਣਾ ਵਿੱਚ ਆਪਣਾ ਸਟੋਰ ਦਾ ਉਦਘਾਟਨ ਕੀਤਾ (607, 549, 903, 594)
article-3-photo (11, 1120, 584, 1316)
byline-tag: ਖ਼ਬਰ (1049, 1035, 1085, 1053)
kfc-price: 99 (856, 1213, 904, 1253)
article-10-byline (971, 156, 1085, 177)
article-13-headline: ਵਿਦਿਆਰਥੀਆਂ ਨੂੰ ਅਸਲ ਜੀਵਨ ਅਧਾਰਿਤ ਸਿੱਖਿਆ ਦੇਣ ਲਈ ਇੱਕ ਰੋਜ਼ਾ ਸਿੱਖਿਆਤਮਕ ਟੂਰ ਲਗਾਇਆ (971, 1376, 1503, 1424)
article-14-byline (971, 1820, 1085, 1842)
indus-logo-sub: Appstore (871, 204, 913, 216)
article-4-byline (11, 1995, 124, 2017)
byline-source: ਪੰਜਾਬ ਟਾਈਮਜ਼ (971, 1821, 1049, 1840)
article-7-body: ਚੰਡੀਗੜ੍ਹ, 3 ਦਸੰਬਰ (ਆਰ ਮੀਡੀਆ)- ਕੇਐਫ਼ਸੀ ਇੰਡੀਆ ਨੇ ਆਪਣਾ ਨਵਾਂ ਚਿਕਨ ਕ੍ਰਿਸਪਰ ਮੀਲ ਲਾਂਚ ਕੀਤਾ ਹੈ, ਜੋ ਹੁਣ ਸਿਰਫ਼ 99 ਰੁਪਏ ਵਿੱਚ ਉਪਲਬਧ ਹੈ। ਇਸ ਮੀਲ ਵਿੱਚ ਕਰਿਸਪੀ ਚਿਕਨ ਬਰਗਰ ਅਤੇ ਪੀਣ ਵਾਲੇ ਪਦਾਰਥ ਸ਼ਾਮਲ ਹਨ। ਕੰਪਨੀ ਨੇ ਕਿਹਾ ਕਿ ਇਹ ਪੇਸ਼ਕਸ਼ ਨੌਜਵਾਨਾਂ ਅਤੇ ਪਰਿਵਾਰਾਂ ਨੂੰ ਕਿਫ਼ਾਇਤੀ ਕੀਮਤ 'ਤੇ ਸੁਆਦੀ ਭੋਜਨ ਦੇਣ ਲਈ ਤਿਆਰ ਕੀਤੀ ਗਈ ਹੈ। ਇਹ ਮੀਲ ਦੇਸ਼ ਭਰ ਦੇ ਸਾਰੇ ਕੇਐਫ਼ਸੀ ਰੈਸਟੋਰੈਂਟਾਂ ਅਤੇ ਡਿਲੀਵਰੀ ਐਪਸ 'ਤੇ ਉਪਲਬਧ ਹੈ। ਕੇਐਫ਼ਸੀ ਦੇ ਅਧਿਕਾਰੀਆਂ ਨੇ ਦੱਸਿਆ ਕਿ ਗਾਹਕਾਂ ਦੀ ਮੰਗ ਨੂੰ ਧਿਆਨ ਵਿੱਚ ਰੱਖਦਿਆਂ ਇਹ ਨਵਾਂ ਕੰਬੋ ਪੇਸ਼ ਕੀਤਾ ਗਿਆ ਹੈ। (607, 1069, 806, 1253)
article-6-photo (766, 605, 946, 762)
